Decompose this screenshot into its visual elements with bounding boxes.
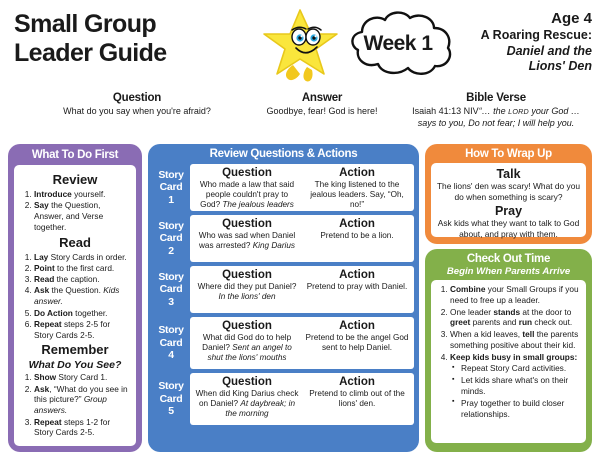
story-card-box bbox=[190, 266, 414, 313]
list-item: 2. Say the Question, Answer, and Verse together. bbox=[34, 200, 131, 232]
story-card-box bbox=[190, 215, 414, 262]
story-card-question: Question Where did they put Daniel? In the lions' den bbox=[197, 269, 297, 302]
summary-answer-heading: Answer bbox=[301, 92, 343, 104]
series-title-line2: Daniel and the bbox=[506, 43, 592, 58]
story-card-action: Action Pretend to climb out of the lions' den. bbox=[309, 376, 405, 409]
story-card-label: Story Card 5 bbox=[158, 380, 184, 418]
review-questions-title: Review Questions & Actions bbox=[209, 148, 358, 160]
how-to-wrap-up-body bbox=[431, 163, 586, 237]
panel-review-questions bbox=[148, 144, 419, 452]
story-card-action: Action Pretend to pray with Daniel. bbox=[306, 269, 408, 291]
verse-reference: Isaiah 41:13 NIV bbox=[412, 106, 479, 116]
list-item: 1. Combine your Small Groups if you need to free up a leader. bbox=[450, 284, 582, 306]
verse-lord: LORD bbox=[508, 107, 529, 116]
list-item: 3. Read the caption. bbox=[34, 274, 131, 285]
list-item: 1. Introduce yourself. bbox=[34, 189, 131, 200]
what-to-do-first-body bbox=[14, 165, 136, 446]
list-item: 2. One leader stands at the door to greet parents and run check out. bbox=[450, 307, 582, 329]
list-item: 5. Do Action together. bbox=[34, 308, 131, 319]
pray-text: Ask kids what they want to talk to God about, and pray with them. bbox=[437, 217, 580, 239]
story-card-list bbox=[148, 164, 419, 430]
what-to-do-first-title: What To Do First bbox=[31, 149, 119, 161]
panel-check-out-time bbox=[425, 249, 592, 452]
list-item: 2. Point to the first card. bbox=[34, 263, 131, 274]
list-item: 1. Lay Story Cards in order. bbox=[34, 252, 131, 263]
series-title-line3: Lions' Den bbox=[528, 58, 592, 73]
page-header bbox=[0, 0, 600, 92]
series-title-line1: A Roaring Rescue: bbox=[480, 28, 592, 43]
week-label: Week 1 bbox=[363, 32, 433, 55]
story-card-box bbox=[190, 317, 414, 369]
age-label: Age 4 bbox=[551, 10, 592, 27]
talk-heading: Talk bbox=[496, 167, 521, 181]
list-item: ▪ Repeat Story Card activities. bbox=[461, 363, 582, 374]
cloud-bubble-icon bbox=[332, 8, 464, 80]
table-row bbox=[152, 373, 414, 425]
table-row bbox=[152, 317, 414, 369]
story-card-box bbox=[190, 373, 414, 425]
verse-line1-rest: your God … bbox=[528, 106, 580, 116]
summary-verse-text bbox=[396, 106, 596, 130]
table-row bbox=[152, 164, 414, 211]
story-card-question: Question What did God do to help Daniel? Sent an angel to shut the lions' mouths bbox=[202, 320, 292, 363]
story-card-label: Story Card 1 bbox=[158, 168, 184, 206]
story-card-question: Question Who made a law that said people couldn't pray to God? The jealous leaders bbox=[199, 167, 295, 210]
section-heading-remember: Remember bbox=[41, 342, 109, 358]
story-card-question: Question When did King Darius check on Daniel? At daybreak; in the morning bbox=[195, 376, 299, 419]
list-item: 4. Ask the Question. Kids answer. bbox=[34, 285, 131, 307]
panel-what-to-do-first bbox=[8, 144, 142, 452]
check-out-steps bbox=[435, 284, 582, 419]
list-item: ▪ Pray together to build closer relationships. bbox=[461, 398, 582, 420]
pray-heading: Pray bbox=[494, 203, 523, 218]
story-card-action: Action Pretend to be a lion. bbox=[320, 218, 394, 240]
summary-row bbox=[0, 92, 600, 144]
check-out-time-body bbox=[431, 280, 586, 443]
summary-verse-heading: Bible Verse bbox=[466, 92, 526, 104]
summary-question bbox=[22, 92, 252, 118]
story-card-question: Question Who was sad when Daniel was arrested? King Darius bbox=[198, 218, 296, 251]
summary-question-text: What do you say when you're afraid? bbox=[63, 106, 211, 116]
summary-answer-text: Goodbye, fear! God is here! bbox=[266, 106, 378, 116]
panels-area bbox=[0, 144, 600, 462]
summary-verse bbox=[396, 92, 596, 130]
remember-steps bbox=[19, 372, 131, 438]
story-card-action: Action The king listened to the jealous leaders. Say, “Oh, no!” bbox=[310, 167, 404, 210]
verse-line2: says to you, Do not fear; I will help you. bbox=[417, 117, 575, 128]
panel-how-to-wrap-up bbox=[425, 144, 592, 244]
story-card-action: Action Pretend to be the angel God sent to help Daniel. bbox=[305, 320, 409, 353]
summary-question-heading: Question bbox=[112, 92, 162, 104]
list-item: 3. When a kid leaves, tell the parents something positive about their kid. bbox=[450, 329, 582, 351]
check-out-time-subtitle: Begin When Parents Arrive bbox=[446, 266, 571, 277]
verse-quote-open: “… the bbox=[478, 106, 509, 116]
list-item: 2. Ask, “What do you see in this picture?” Group answers. bbox=[34, 384, 131, 416]
page-title bbox=[14, 10, 167, 68]
table-row bbox=[152, 266, 414, 313]
page-title-line1: Small Group bbox=[14, 10, 157, 38]
section-heading-read: Read bbox=[59, 234, 91, 250]
page-title-line2: Leader Guide bbox=[14, 39, 167, 67]
check-out-time-title: Check Out Time bbox=[466, 253, 551, 265]
list-item: 4. Keep kids busy in small groups: ▪ Repeat Story Card activities. ▪ Let kids share what's on their minds. ▪ Pray together to build closer relationships. bbox=[450, 352, 582, 420]
story-card-label: Story Card 3 bbox=[158, 270, 184, 308]
story-card-box bbox=[190, 164, 414, 211]
how-to-wrap-up-title: How To Wrap Up bbox=[465, 148, 552, 160]
story-card-label: Story Card 4 bbox=[158, 324, 184, 362]
list-item: 1. Show Story Card 1. bbox=[34, 372, 131, 383]
section-heading-review: Review bbox=[52, 172, 98, 187]
age-series-block bbox=[481, 10, 592, 74]
list-item: 6. Repeat steps 2-5 for Story Cards 2-5. bbox=[34, 319, 131, 341]
summary-answer bbox=[232, 92, 412, 118]
story-card-label: Story Card 2 bbox=[158, 219, 184, 257]
list-item: ▪ Let kids share what's on their minds. bbox=[461, 375, 582, 397]
read-steps bbox=[19, 252, 131, 341]
list-item: 3. Repeat steps 1-2 for Story Cards 2-5. bbox=[34, 417, 131, 439]
talk-text: The lions' den was scary! What do you do when something is scary? bbox=[436, 181, 581, 202]
check-out-bullets bbox=[450, 363, 582, 419]
table-row bbox=[152, 215, 414, 262]
review-steps bbox=[19, 189, 131, 233]
section-subheading-what-do-you-see: What Do You See? bbox=[28, 359, 122, 372]
